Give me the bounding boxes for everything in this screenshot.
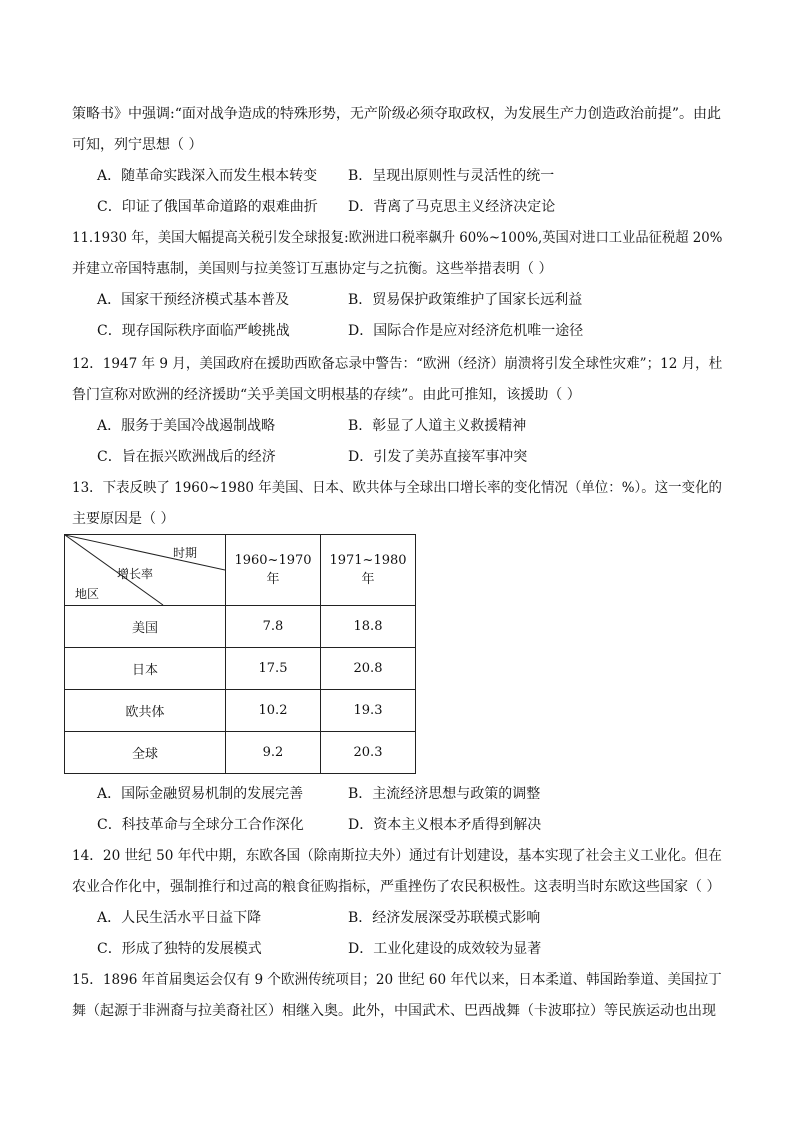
q13-option-d: D．资本主义根本矛盾得到解决 xyxy=(348,817,542,833)
q13-option-c: C．科技革命与全球分工合作深化 xyxy=(97,817,304,833)
corner-period-label: 时期 xyxy=(173,546,198,560)
row-region: 欧共体 xyxy=(65,690,226,732)
q11-option-b: B．贸易保护政策维护了国家长远利益 xyxy=(348,292,583,308)
corner-rate-label: 增长率 xyxy=(117,567,154,581)
table-row xyxy=(65,648,416,690)
q10-option-d: D．背离了马克思主义经济决定论 xyxy=(348,199,556,215)
cell-1960-1970: 9.2 xyxy=(226,732,321,774)
q11-text-line-1: 11.1930 年，美国大幅提高关税引发全球报复:欧洲进口税率飙升 60%~100%,英国对进口工业品征税超 20% xyxy=(72,230,723,246)
cell-1960-1970: 7.8 xyxy=(226,606,321,648)
cell-1960-1970: 17.5 xyxy=(226,648,321,690)
export-growth-table xyxy=(64,534,416,774)
q15-text-line-2: 舞（起源于非洲裔与拉美裔社区）相继入奥。此外，中国武术、巴西战舞（卡波耶拉）等民族运动也出现 xyxy=(72,1003,716,1019)
q12-option-d: D．引发了美苏直接军事冲突 xyxy=(348,449,528,465)
q14-text-line-1: 14．20 世纪 50 年代中期，东欧各国（除南斯拉夫外）通过有计划建设，基本实现了社会主义工业化。但在 xyxy=(72,848,722,864)
q13-option-a: A．国际金融贸易机制的发展完善 xyxy=(97,786,304,802)
q13-text-line-2: 主要原因是（ ） xyxy=(72,511,175,527)
q14-option-b: B．经济发展深受苏联模式影响 xyxy=(348,910,541,926)
row-region: 全球 xyxy=(65,732,226,774)
cell-1960-1970: 10.2 xyxy=(226,690,321,732)
q11-option-d: D．国际合作是应对经济危机唯一途径 xyxy=(348,323,584,339)
q10-option-b: B．呈现出原则性与灵活性的统一 xyxy=(348,168,555,184)
q14-option-c: C．形成了独特的发展模式 xyxy=(97,941,262,957)
q12-text-line-1: 12．1947 年 9 月，美国政府在援助西欧备忘录中警告：“欧洲（经济）崩溃将引发全球性灾难”；12 月，杜 xyxy=(72,356,723,372)
row-region: 美国 xyxy=(65,606,226,648)
q11-option-c: C．现存国际秩序面临严峻挑战 xyxy=(97,323,290,339)
q10-text-line-1: 策略书》中强调:“面对战争造成的特殊形势，无产阶级必须夺取政权，为发展生产力创造政治前提”。由此 xyxy=(72,106,722,122)
q12-option-a: A．服务于美国冷战遏制战略 xyxy=(97,418,276,434)
q14-option-a: A．人民生活水平日益下降 xyxy=(97,910,262,926)
q10-option-a: A．随革命实践深入而发生根本转变 xyxy=(97,168,318,184)
q12-text-line-2: 鲁门宣称对欧洲的经济援助“关乎美国文明根基的存续”。由此可推知，该援助（ ） xyxy=(72,387,581,403)
table-header-row xyxy=(65,535,416,606)
q14-option-d: D．工业化建设的成效较为显著 xyxy=(348,941,542,957)
q11-text-line-2: 并建立帝国特惠制，美国则与拉美签订互惠协定与之抗衡。这些举措表明（ ） xyxy=(72,261,553,277)
column-header-1960-1970: 1960~1970 年 xyxy=(226,535,321,606)
q14-text-line-2: 农业合作化中，强制推行和过高的粮食征购指标，严重挫伤了农民积极性。这表明当时东欧这些国家（ ） xyxy=(72,879,721,895)
cell-1971-1980: 19.3 xyxy=(321,690,416,732)
table-row xyxy=(65,690,416,732)
q13-text-line-1: 13．下表反映了 1960~1980 年美国、日本、欧共体与全球出口增长率的变化情况（单位：%）。这一变化的 xyxy=(72,480,723,496)
q11-option-a: A．国家干预经济模式基本普及 xyxy=(97,292,290,308)
cell-1971-1980: 20.3 xyxy=(321,732,416,774)
q12-option-c: C．旨在振兴欧洲战后的经济 xyxy=(97,449,276,465)
q13-option-b: B．主流经济思想与政策的调整 xyxy=(348,786,541,802)
q12-option-b: B．彰显了人道主义救援精神 xyxy=(348,418,527,434)
table-corner-cell xyxy=(65,535,226,606)
row-region: 日本 xyxy=(65,648,226,690)
q10-option-c: C．印证了俄国革命道路的艰难曲折 xyxy=(97,199,318,215)
column-header-1971-1980: 1971~1980 年 xyxy=(321,535,416,606)
q10-text-line-2: 可知，列宁思想（ ） xyxy=(72,137,203,153)
corner-region-label: 地区 xyxy=(75,587,100,601)
cell-1971-1980: 20.8 xyxy=(321,648,416,690)
table-row xyxy=(65,732,416,774)
q15-text-line-1: 15．1896 年首届奥运会仅有 9 个欧洲传统项目；20 世纪 60 年代以来，日本柔道、韩国跆拳道、美国拉丁 xyxy=(72,972,722,988)
cell-1971-1980: 18.8 xyxy=(321,606,416,648)
table-row xyxy=(65,606,416,648)
